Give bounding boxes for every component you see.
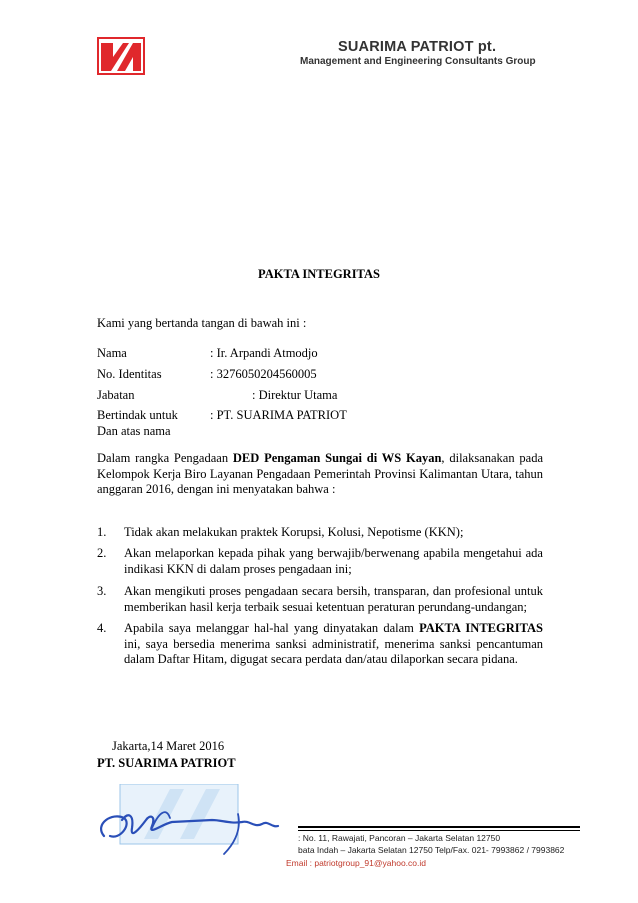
body-paragraph [97, 451, 543, 498]
item-text: Tidak akan melakukan praktek Korupsi, Kolusi, Nepotisme (KKN); [124, 525, 464, 539]
field-value-identitas: : 3276050204560005 [210, 367, 317, 381]
field-value-bertindak: : PT. SUARIMA PATRIOT [210, 408, 347, 422]
footer-divider [298, 826, 580, 828]
signatory-company: PT. SUARIMA PATRIOT [97, 756, 236, 770]
footer-email: Email : patriotgroup_91@yahoo.co.id [286, 858, 426, 868]
document-title: PAKTA INTEGRITAS [258, 267, 380, 281]
footer-divider [298, 830, 580, 831]
body-paragraph-before: Dalam rangka Pengadaan [97, 451, 233, 465]
company-name: SUARIMA PATRIOT pt. [338, 39, 497, 55]
company-logo [97, 37, 145, 75]
place-date: Jakarta,14 Maret 2016 [112, 739, 225, 753]
intro-text: Kami yang bertanda tangan di bawah ini : [97, 316, 307, 330]
item-text: Akan melaporkan kepada pihak yang berwajib/berwenang apabila mengetahui ada indikasi KKN di dalam proses pengadaan ini; [124, 546, 543, 576]
item-number: 1. [97, 525, 107, 539]
item-text: Akan mengikuti proses pengadaan secara bersih, transparan, dan profesional untuk memberikan hasil kerja terbaik sesuai ketentuan peraturan perundang-undangan; [124, 584, 543, 614]
item-number: 3. [97, 584, 107, 598]
item-number: 4. [97, 621, 107, 635]
item-text [124, 621, 543, 668]
footer-address: : No. 11, Rawajati, Pancoran – Jakarta Selatan 12750 [298, 833, 501, 843]
company-tagline: Management and Engineering Consultants Group [300, 56, 536, 67]
field-label-atas-nama: Dan atas nama [97, 424, 171, 438]
field-label-identitas: No. Identitas [97, 367, 162, 381]
item-text-before: Apabila saya melanggar hal-hal yang dinyatakan dalam [124, 621, 420, 635]
field-label-jabatan: Jabatan [97, 388, 135, 402]
field-label-bertindak: Bertindak untuk [97, 408, 178, 422]
field-value-jabatan: : Direktur Utama [252, 388, 338, 402]
item-text-after: ini, saya bersedia menerima sanksi administratif, menerima sanksi pencantuman dalam Daftar Hitam, digugat secara perdata dan/atau dilaporkan secara pidana. [124, 636, 543, 666]
body-paragraph-after: , dilaksanakan pada Kelompok Kerja Biro Layanan Pengadaan Pemerintah Provinsi Kalimantan Utara, tahun anggaran 2016, dengan ini menyatakan bahwa : [97, 451, 543, 496]
field-label-nama: Nama [97, 346, 127, 360]
signature-stamp [92, 784, 297, 858]
item-text-bold: PAKTA INTEGRITAS [419, 621, 543, 635]
footer-address-contact: bata Indah – Jakarta Selatan 12750 Telp/Fax. 021- 7993862 / 7993862 [298, 845, 565, 855]
project-name: DED Pengaman Sungai di WS Kayan [232, 451, 442, 465]
field-value-nama: : Ir. Arpandi Atmodjo [210, 346, 318, 360]
item-number: 2. [97, 546, 107, 560]
